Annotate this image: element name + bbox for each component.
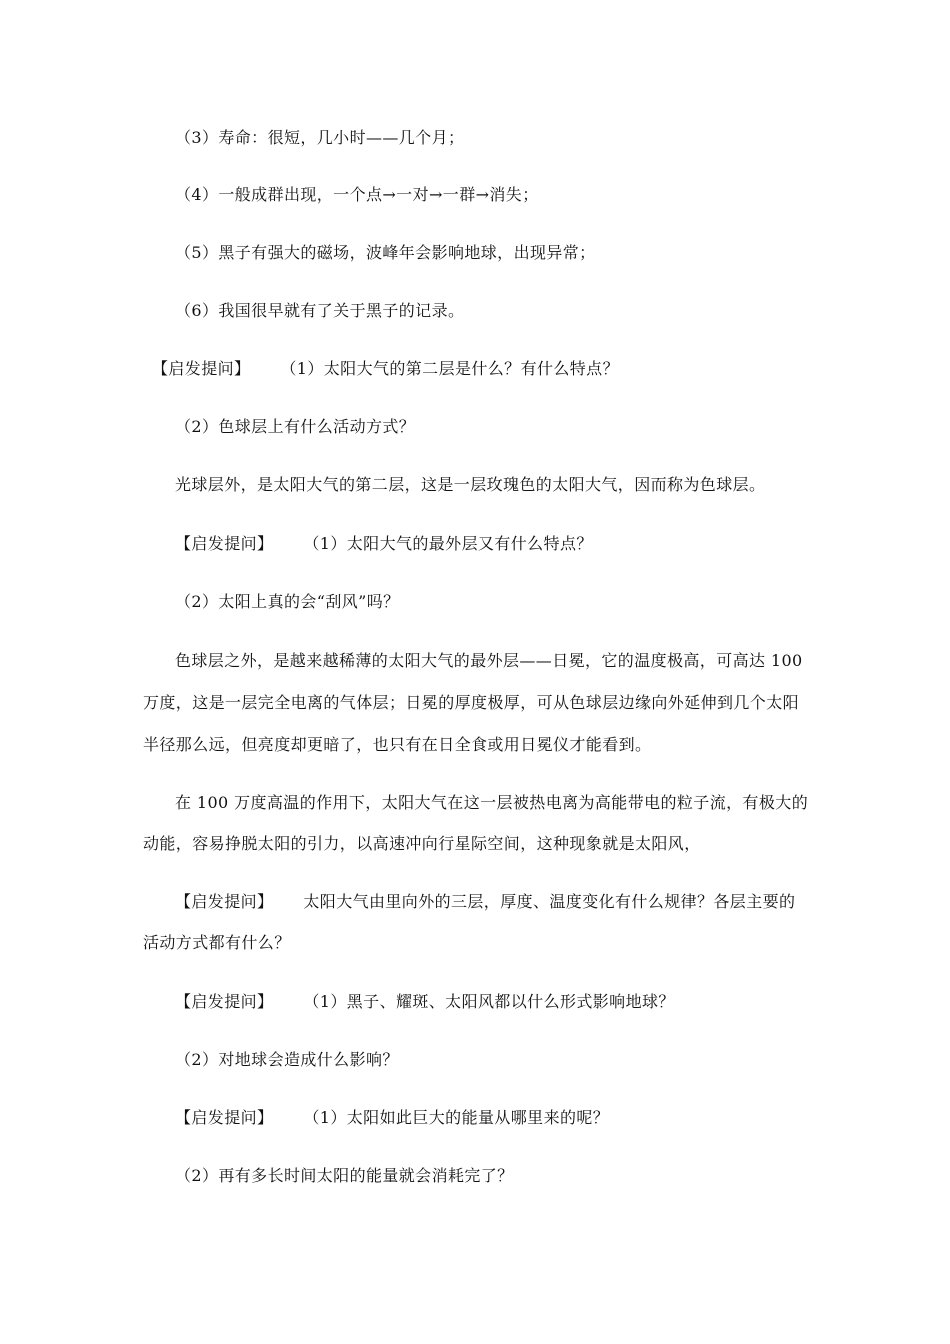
list-item: （6）我国很早就有了关于黑子的记录。 bbox=[175, 301, 465, 320]
question-text: （1）黑子、耀斑、太阳风都以什么形式影响地球？ bbox=[303, 992, 675, 1011]
paragraph-line: 动能，容易挣脱太阳的引力，以高速冲向行星际空间，这种现象就是太阳风， bbox=[143, 834, 701, 853]
prompt-line bbox=[175, 1108, 609, 1128]
question-text: 太阳大气由里向外的三层，厚度、温度变化有什么规律？各层主要的 bbox=[303, 892, 796, 911]
prompt-line bbox=[175, 534, 593, 554]
list-item: （5）黑子有强大的磁场，波峰年会影响地球，出现异常； bbox=[175, 243, 596, 262]
prompt-line bbox=[175, 992, 675, 1012]
prompt-label: 【启发提问】 bbox=[152, 359, 251, 378]
prompt-label: 【启发提问】 bbox=[175, 892, 274, 911]
list-item: （4）一般成群出现，一个点→一对→一群→消失； bbox=[175, 185, 539, 204]
prompt-label: 【启发提问】 bbox=[175, 992, 274, 1011]
question-text: （1）太阳如此巨大的能量从哪里来的呢？ bbox=[303, 1108, 610, 1127]
paragraph-line: 万度，这是一层完全电离的气体层；日冕的厚度极厚，可从色球层边缘向外延伸到几个太阳 bbox=[143, 693, 800, 712]
question-text: （2）太阳上真的会“刮风”吗？ bbox=[175, 592, 400, 611]
question-text: （2）色球层上有什么活动方式？ bbox=[175, 417, 416, 436]
prompt-label: 【启发提问】 bbox=[175, 1108, 274, 1127]
question-text: （2）再有多长时间太阳的能量就会消耗完了？ bbox=[175, 1166, 514, 1185]
prompt-label: 【启发提问】 bbox=[175, 534, 274, 553]
paragraph-line: 色球层之外，是越来越稀薄的太阳大气的最外层——日冕，它的温度极高，可高达 100 bbox=[175, 651, 803, 670]
question-text: 活动方式都有什么？ bbox=[143, 933, 291, 952]
question-text: （1）太阳大气的第二层是什么？有什么特点？ bbox=[280, 359, 619, 378]
paragraph-line: 光球层外，是太阳大气的第二层，这是一层玫瑰色的太阳大气，因而称为色球层。 bbox=[175, 475, 766, 494]
paragraph-line: 在 100 万度高温的作用下，太阳大气在这一层被热电离为高能带电的粒子流，有极大的 bbox=[175, 793, 809, 812]
question-text: （2）对地球会造成什么影响？ bbox=[175, 1050, 399, 1069]
list-item: （3）寿命：很短，几小时——几个月； bbox=[175, 128, 465, 147]
paragraph-line: 半径那么远，但亮度却更暗了，也只有在日全食或用日冕仪才能看到。 bbox=[143, 735, 652, 754]
prompt-line bbox=[152, 359, 619, 379]
question-text: （1）太阳大气的最外层又有什么特点？ bbox=[303, 534, 593, 553]
prompt-line bbox=[175, 892, 795, 912]
